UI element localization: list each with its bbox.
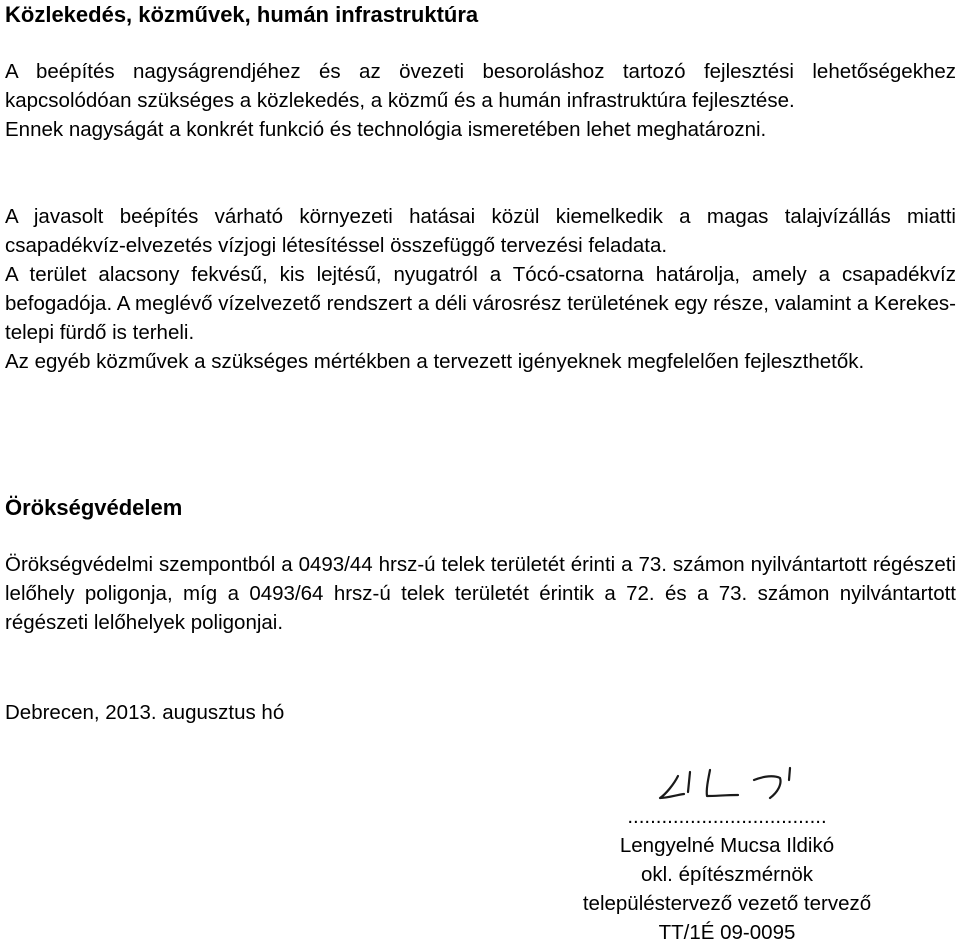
infrastructure-details: [5, 202, 956, 376]
signatory-title: okl. építészmérnök: [640, 863, 814, 886]
section-heading-heritage: Örökségvédelem: [5, 495, 183, 520]
paragraph-environmental-impact: A javasolt beépítés várható környezeti hatásai közül kiemelkedik a magas talajvízállás miatti csapadékvíz-elvezetés vízjogi létesítéssel összefüggő tervezési feladata.: [5, 205, 956, 257]
paragraph-other-utilities: Az egyéb közművek a szükséges mértékben a tervezett igényeknek megfelelően fejleszthetők.: [5, 350, 865, 373]
signatory-registration: TT/1É 09-0095: [658, 921, 796, 944]
signatory-role: településtervező vezető tervező: [582, 892, 872, 915]
dateline: Debrecen, 2013. augusztus hó: [5, 701, 285, 724]
signatory-name: Lengyelné Mucsa Ildikó: [619, 834, 835, 857]
paragraph-heritage-protection: Örökségvédelmi szempontból a 0493/44 hrsz-ú telek területét érinti a 73. számon nyilvántartott régészeti lelőhely poligonja, míg a 0493/64 hrsz-ú telek területét érintik a 72. és a 73. számon nyilvántartott régészeti lelőhelyek poligonjai.: [5, 553, 956, 634]
signature-dotted-line: ...................................: [627, 805, 827, 828]
paragraph-scale-determination: Ennek nagyságát a konkrét funkció és technológia ismeretében lehet meghatározni.: [5, 118, 767, 141]
section-heading-infrastructure: Közlekedés, közművek, humán infrastruktúra: [5, 2, 479, 27]
signature-block: [525, 762, 929, 947]
infrastructure-intro: [5, 57, 956, 144]
paragraph-terrain-drainage: A terület alacsony fekvésű, kis lejtésű, nyugatról a Tócó-csatorna határolja, amely a csapadékvíz befogadója. A meglévő vízelvezető rendszert a déli városrész területének egy része, valamint a Kerekes-telepi fürdő is terheli.: [5, 263, 956, 344]
heritage-body: [5, 550, 956, 637]
paragraph-development-needs: A beépítés nagyságrendjéhez és az övezeti besoroláshoz tartozó fejlesztési lehetőségekhez kapcsolódóan szükséges a közlekedés, a közmű és a humán infrastruktúra fejlesztése.: [5, 60, 956, 112]
